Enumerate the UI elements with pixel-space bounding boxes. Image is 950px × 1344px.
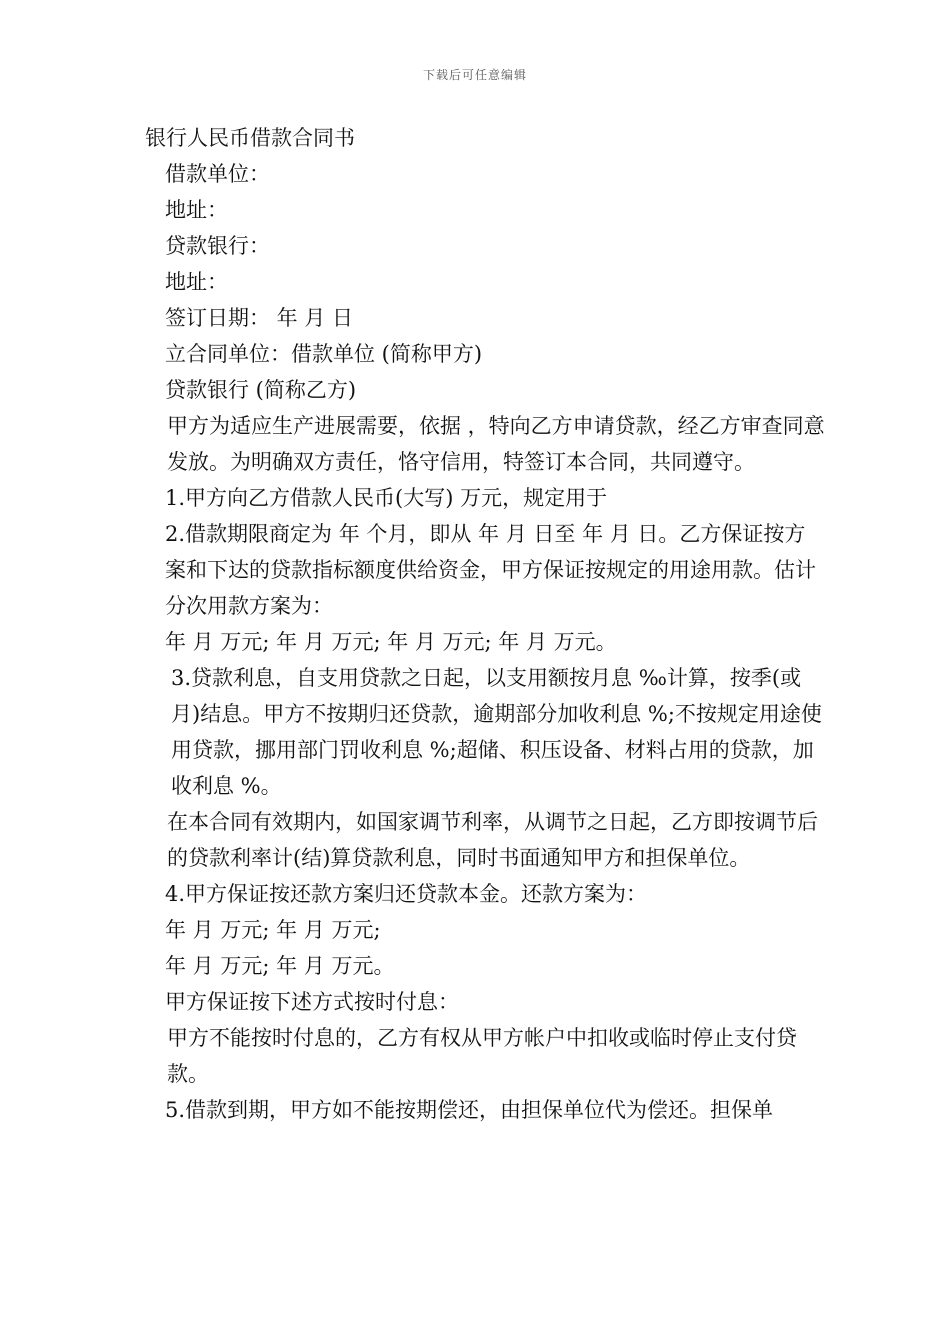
page-header-note: 下载后可任意编辑 — [422, 68, 527, 82]
interest-payment-line: 甲方保证按下述方式按时付息： — [165, 990, 459, 1014]
borrower-address-line: 地址： — [165, 198, 228, 222]
lending-bank-line: 贷款银行： — [165, 234, 270, 258]
document-body — [145, 120, 825, 1128]
repayment-schedule-line-2: 年 月 万元; 年 月 万元。 — [165, 954, 395, 978]
contract-party-a-line: 立合同单位：借款单位 (简称甲方) — [165, 342, 483, 366]
bank-address-line: 地址： — [165, 270, 228, 294]
clause-5: 5.借款到期，甲方如不能按期偿还，由担保单位代为偿还。担保单 — [165, 1098, 774, 1122]
borrower-unit-line: 借款单位： — [165, 162, 270, 186]
usage-schedule-line: 年 月 万元; 年 月 万元; 年 月 万元; 年 月 万元。 — [165, 630, 617, 654]
clause-1: 1.甲方向乙方借款人民币(大写) 万元，规定用于 — [165, 486, 608, 510]
clause-4: 4.甲方保证按还款方案归还贷款本金。还款方案为： — [165, 882, 648, 906]
contract-party-b-line: 贷款银行 (简称乙方) — [165, 378, 357, 402]
clause-3: 3.贷款利息，自支用贷款之日起，以支用额按月息 ‰计算，按季(或月)结息。甲方不按期归还贷款，逾期部分加收利息 %;不按规定用途使用贷款，挪用部门罚收利息 %;超储、积压设备、材料占用的贷款，加收利息 %。 — [171, 666, 822, 798]
clause-2: 2.借款期限商定为 年 个月，即从 年 月 日至 年 月 日。乙方保证按方案和下达的贷款指标额度供给资金，甲方保证按规定的用途用款。估计分次用款方案为： — [165, 522, 816, 618]
preamble-paragraph: 甲方为适应生产进展需要，依据 ，特向乙方申请贷款，经乙方审查同意发放。为明确双方责任，恪守信用，特签订本合同，共同遵守。 — [167, 414, 825, 474]
rate-adjustment-paragraph: 在本合同有效期内，如国家调节利率，从调节之日起，乙方即按调节后的贷款利率计(结)算贷款利息，同时书面通知甲方和担保单位。 — [167, 810, 818, 870]
repayment-schedule-line-1: 年 月 万元; 年 月 万元; — [165, 918, 381, 942]
document-title: 银行人民币借款合同书 — [145, 126, 355, 150]
late-interest-paragraph: 甲方不能按时付息的，乙方有权从甲方帐户中扣收或临时停止支付贷款。 — [167, 1026, 797, 1086]
signing-date-line: 签订日期： 年 月 日 — [165, 306, 354, 330]
